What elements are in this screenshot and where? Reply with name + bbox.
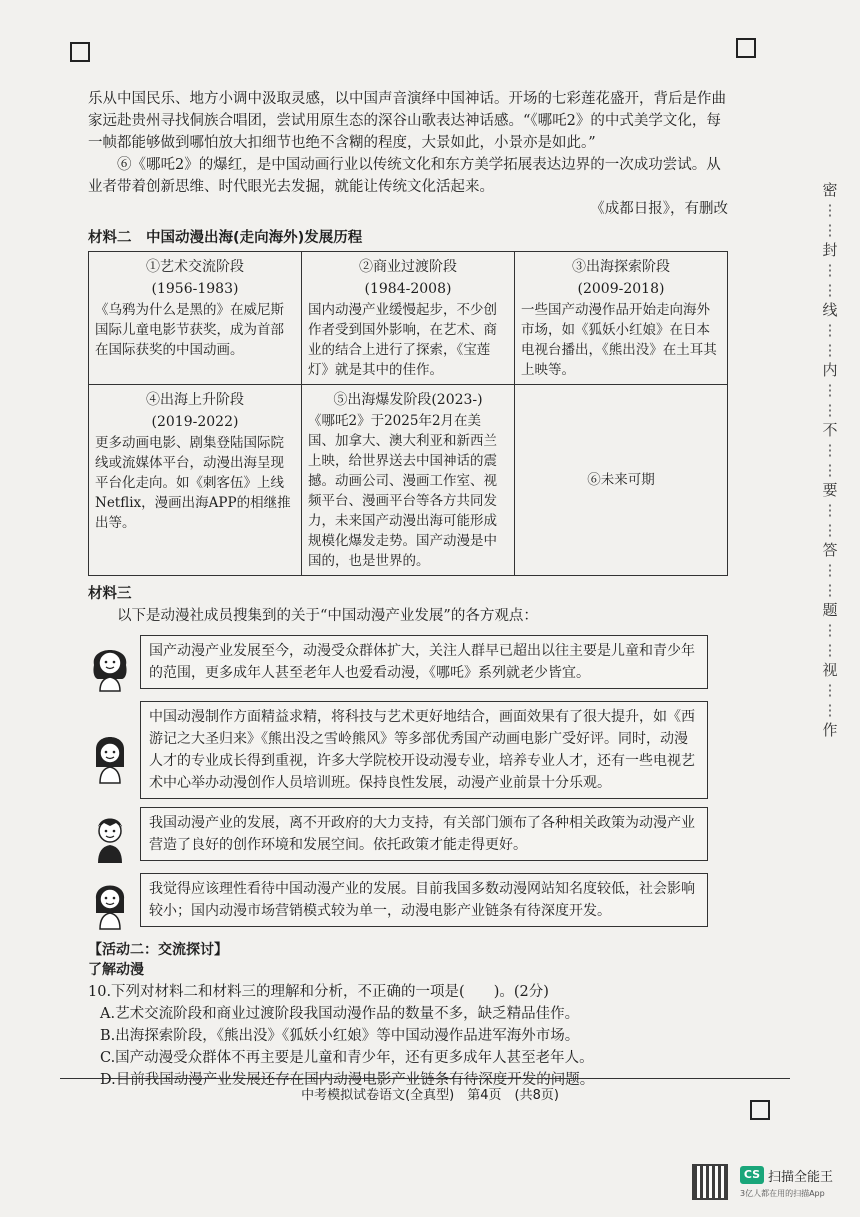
stage-cell: [302, 252, 515, 385]
opinion-item: [88, 873, 728, 931]
side-char: 作: [822, 721, 838, 739]
activity-subtitle: 了解动漫: [88, 962, 144, 978]
scanner-name: 扫描全能王: [768, 1170, 834, 1185]
option-a: A.艺术交流阶段和商业过渡阶段我国动漫作品的数量不多，缺乏精品佳作。: [100, 1006, 580, 1022]
corner-mark-top-right: [736, 38, 756, 58]
stage-years: (1984-2008): [364, 281, 452, 297]
question-10: 10.下列对材料二和材料三的理解和分析，不正确的一项是( )。(2分): [88, 984, 549, 1000]
avatar-boy-icon: [88, 807, 132, 865]
side-char: 不: [822, 421, 838, 439]
footer-divider: [60, 1078, 790, 1079]
option-c: C.国产动漫受众群体不再主要是儿童和青少年，还有更多成年人甚至老年人。: [100, 1050, 594, 1066]
stage-text: 国内动漫产业缓慢起步，不少创作者受到国外影响，在艺术、商业的结合上进行了探索，《宝莲灯》就是其中的佳作。: [308, 302, 497, 378]
intro-paragraph-2: ⑥《哪吒2》的爆红，是中国动画行业以传统文化和东方美学拓展表达边界的一次成功尝试。从业者带着创新思维、时代眼光去发掘，就能让传统文化活起来。: [88, 157, 721, 195]
side-char: 线: [822, 301, 838, 319]
stage-title: ⑥未来可期: [587, 472, 655, 488]
opinion-item: [88, 807, 728, 865]
stage-text: 更多动画电影、剧集登陆国际院线或流媒体平台，动漫出海呈现平台化走向。如《刺客伍》上线 Netflix，漫画出海APP的相继推出等。: [95, 435, 291, 531]
stage-cell: [89, 252, 302, 385]
material2-heading: 材料二 中国动漫出海(走向海外)发展历程: [88, 230, 363, 246]
side-char: 视: [822, 661, 838, 679]
side-char: 题: [822, 601, 838, 619]
page-content: [88, 88, 728, 1091]
material3-heading: 材料三: [88, 586, 132, 602]
stage-cell: [515, 252, 728, 385]
opinion-item: [88, 701, 728, 799]
opinion-text: 国产动漫产业发展至今，动漫受众群体扩大，关注人群早已超出以往主要是儿童和青少年的范围，更多成年人甚至老年人也爱看动漫，《哪吒》系列就老少皆宜。: [140, 635, 708, 689]
option-b: B.出海探索阶段，《熊出没》《狐妖小红娘》等中国动漫作品进军海外市场。: [100, 1028, 580, 1044]
stage-title: ③出海探索阶段: [572, 259, 670, 275]
qr-code-icon: [692, 1164, 728, 1200]
avatar-girl2-icon: [88, 873, 132, 931]
stage-title: ①艺术交流阶段: [146, 259, 244, 275]
side-char: 封: [822, 241, 838, 259]
stage-text: 《乌鸦为什么是黑的》在威尼斯国际儿童电影节获奖，成为首部在国际获奖的中国动画。: [95, 302, 284, 358]
source-citation: 《成都日报》，有删改: [590, 201, 728, 217]
side-char: 内: [822, 361, 838, 379]
avatar-woman-icon: [88, 727, 132, 785]
stage-title: ②商业过渡阶段: [359, 259, 457, 275]
seal-line-text: 密 ⋮ ⋮ 封 ⋮ ⋮ 线 ⋮ ⋮ 内 ⋮ ⋮ 不 ⋮ ⋮ 要 ⋮ ⋮ 答 ⋮ ⋮ 题 ⋮ ⋮ 视 ⋮ ⋮ 作: [820, 180, 840, 740]
avatar-girl-icon: [88, 635, 132, 693]
page-footer: 中考模拟试卷语文(全真型) 第4页 (共8页): [301, 1088, 559, 1103]
opinion-text: 我国动漫产业的发展，离不开政府的大力支持，有关部门颁布了各种相关政策为动漫产业营造了良好的创作环境和发展空间。依托政策才能走得更好。: [140, 807, 708, 861]
stage-text: 一些国产动漫作品开始走向海外市场，如《狐妖小红娘》在日本电视台播出，《熊出没》在土耳其上映等。: [521, 302, 717, 378]
stage-cell-future: [515, 385, 728, 576]
stage-title: ④出海上升阶段: [146, 392, 244, 408]
stage-years: (1956-1983): [151, 281, 239, 297]
stage-years: (2019-2022): [151, 414, 239, 430]
side-char: 密: [822, 181, 838, 199]
corner-mark-bottom-right: [750, 1100, 770, 1120]
option-d: D.目前我国动漫产业发展还存在国内动漫电影产业链条有待深度开发的问题。: [100, 1072, 595, 1088]
activity-title: 【活动二：交流探讨】: [88, 942, 228, 958]
opinion-text: 我觉得应该理性看待中国动漫产业的发展。目前我国多数动漫网站知名度较低，社会影响较小；国内动漫市场营销模式较为单一，动漫电影产业链条有待深度开发。: [140, 873, 708, 927]
opinion-item: [88, 635, 728, 693]
stages-table: [88, 251, 728, 576]
stage-cell: [89, 385, 302, 576]
stage-years: (2009-2018): [577, 281, 665, 297]
intro-paragraph-1: 乐从中国民乐、地方小调中汲取灵感，以中国声音演绎中国神话。开场的七彩莲花盛开，背后是作曲家远赴贵州寻找侗族合唱团，尝试用原生态的深谷山歌表达神话感。“《哪吒2》的中式美学文化，每一帧都能够做到哪怕放大扣细节也绝不含糊的程度，大景如此，小景亦是如此。”: [88, 91, 726, 151]
corner-mark-top-left: [70, 42, 90, 62]
scanner-tagline: 3亿人都在用的扫描App: [740, 1189, 825, 1198]
stage-cell: [302, 385, 515, 576]
side-char: 答: [822, 541, 838, 559]
side-char: 要: [822, 481, 838, 499]
material3-intro: 以下是动漫社成员搜集到的关于“中国动漫产业发展”的各方观点：: [117, 608, 538, 624]
stage-text: 《哪吒2》于2025年2月在美国、加拿大、澳大利亚和新西兰上映，给世界送去中国神话的震撼。动画公司、漫画工作室、视频平台、漫画平台等各方共同发力，未来国产动漫出海可能形成规模化爆发走势。国产动漫是中国的，也是世界的。: [308, 413, 497, 569]
opinion-text: 中国动漫制作方面精益求精，将科技与艺术更好地结合，画面效果有了很大提升，如《西游记之大圣归来》《熊出没之雪岭熊风》等多部优秀国产动画电影广受好评。同时，动漫人才的专业成长得到重视，许多大学院校开设动漫专业，培养专业人才，还有一些电视艺术中心举办动漫创作人员培训班。保持良性发展，动漫产业前景十分乐观。: [140, 701, 708, 799]
stage-title: ⑤出海爆发阶段(2023-): [333, 392, 483, 408]
scanner-logo: CS: [740, 1166, 764, 1184]
